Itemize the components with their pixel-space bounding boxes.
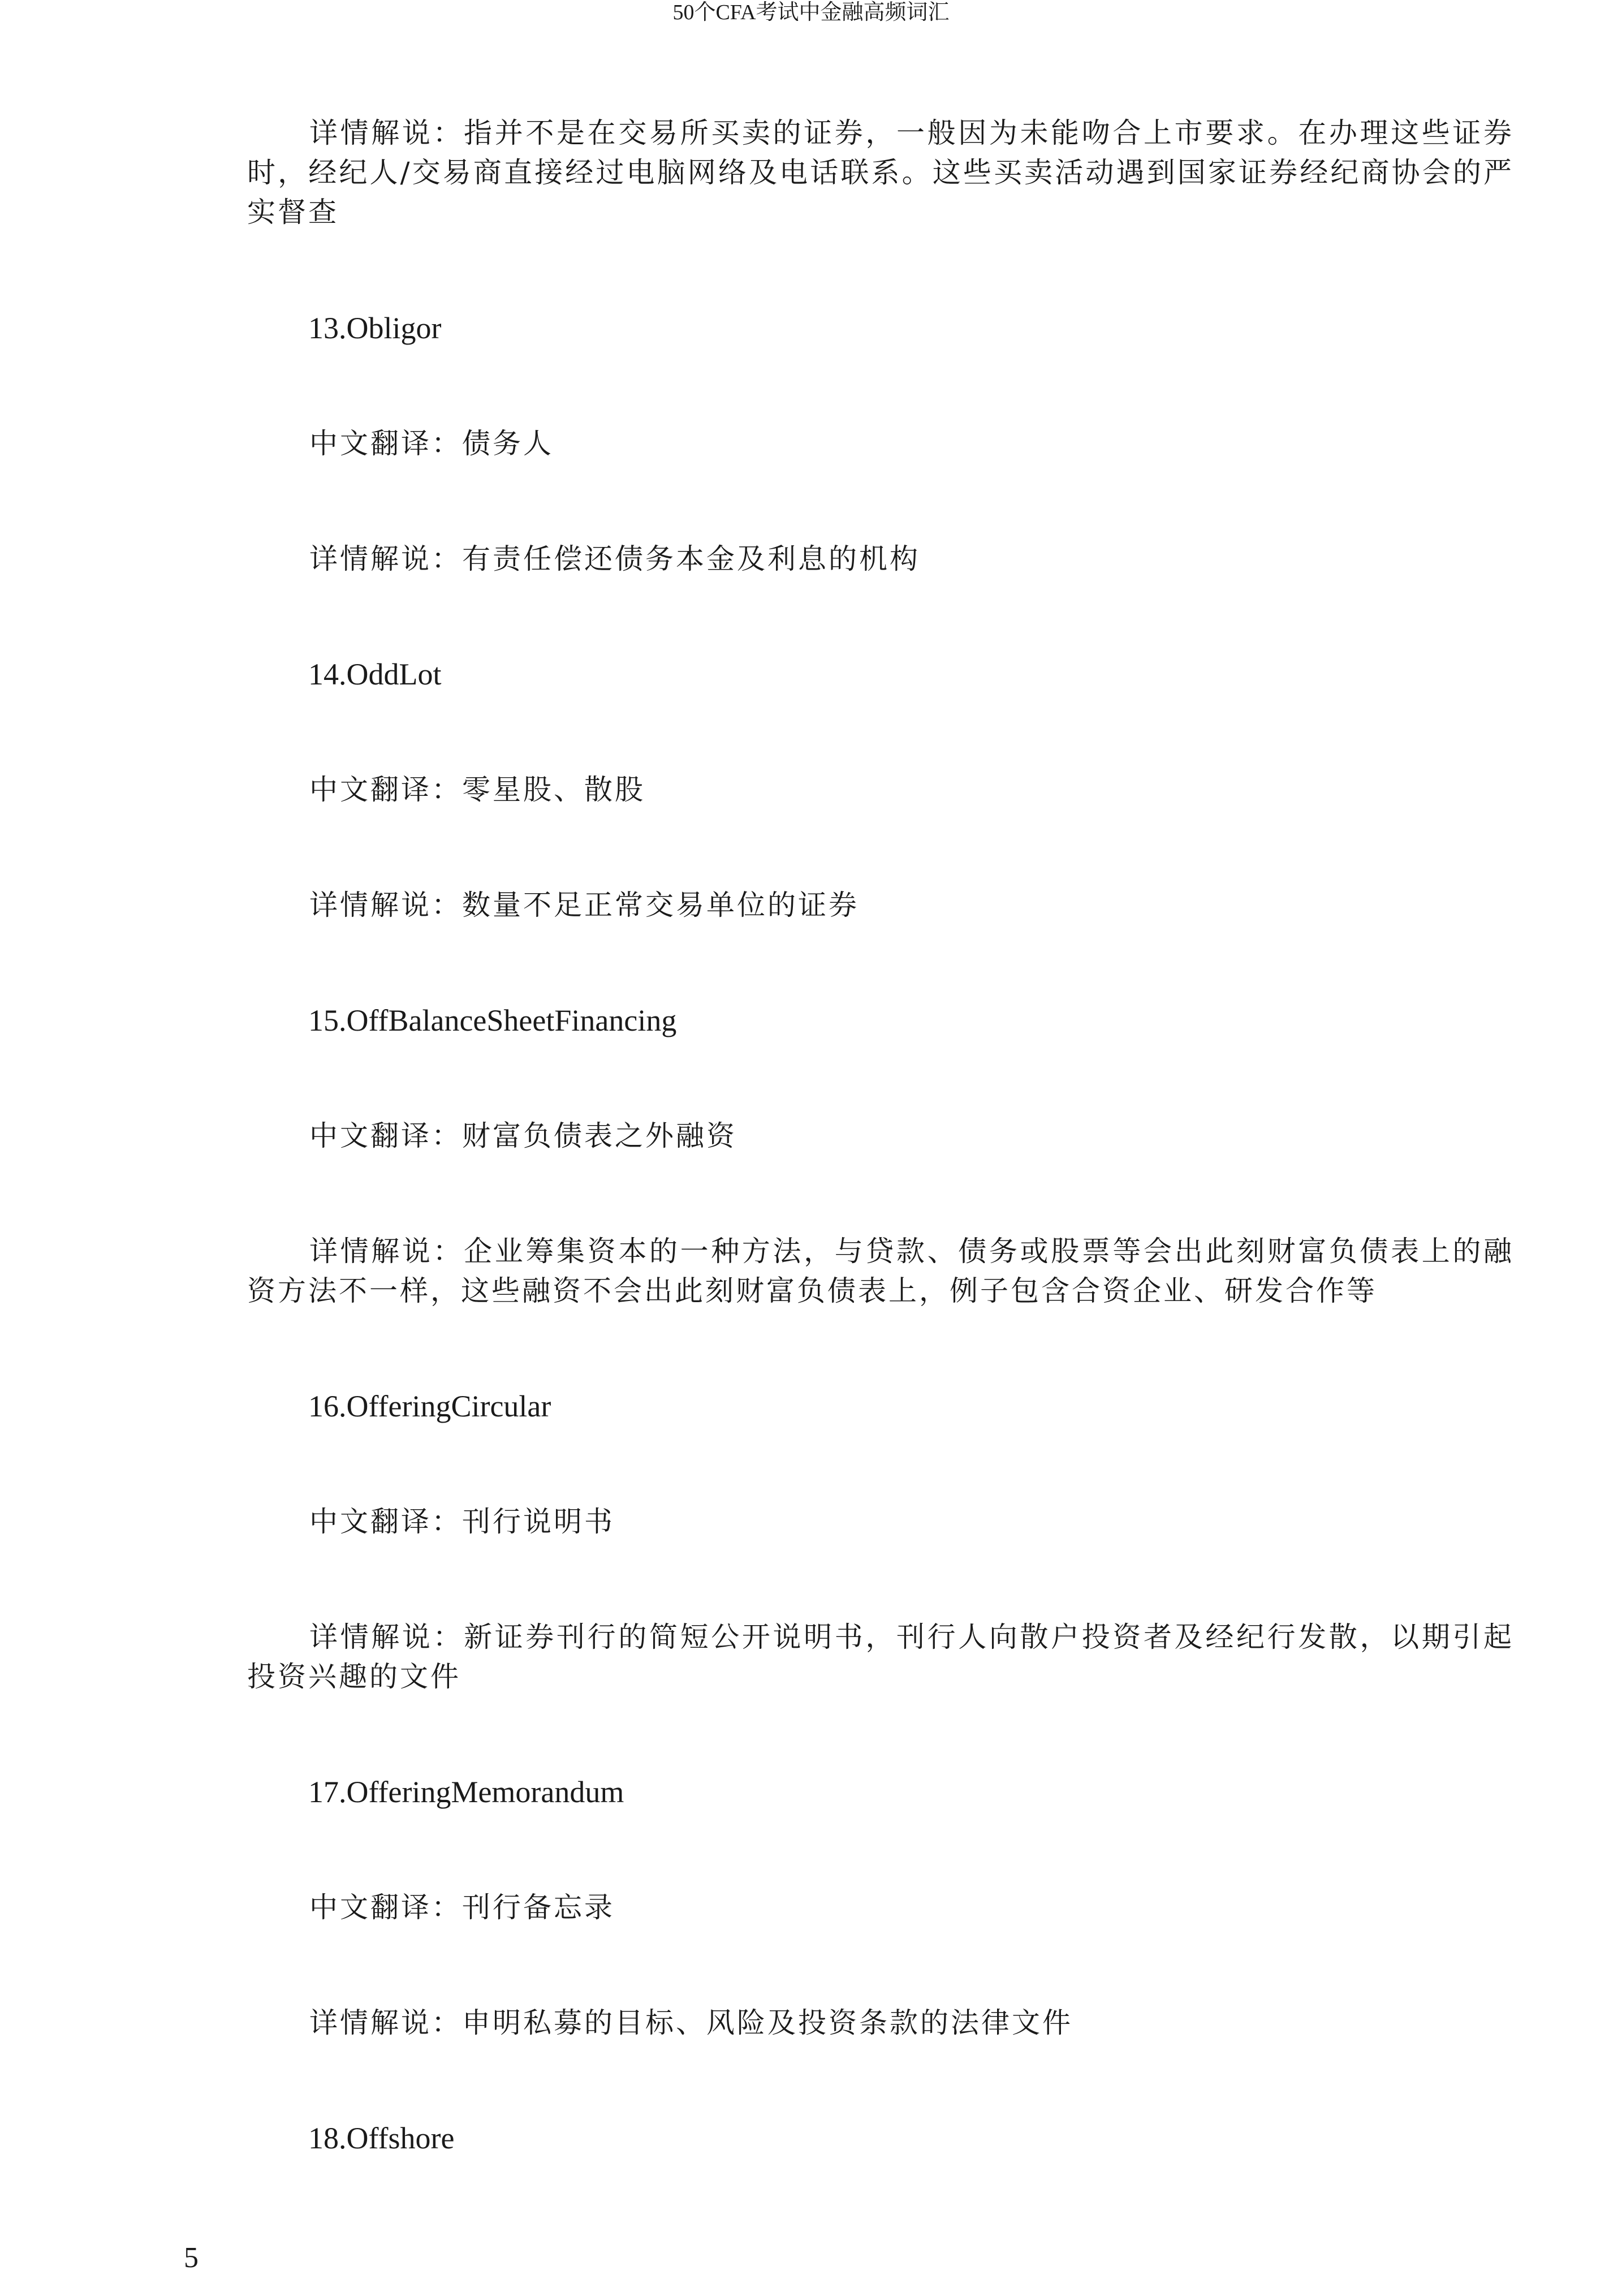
entry-translation: 中文翻译：财富负债表之外融资 bbox=[309, 1119, 737, 1152]
entry-explanation: 详情解说：新证券刊行的简短公开说明书，刊行人向散户投资者及经纪行发散，以期引起投资兴趣的文件 bbox=[247, 1621, 1514, 1693]
entry-term: 17.OfferingMemorandum bbox=[308, 1775, 624, 1809]
entry-explanation: 详情解说：企业筹集资本的一种方法，与贷款、债务或股票等会出此刻财富负债表上的融资方法不一样，这些融资不会出此刻财富负债表上，例子包含合资企业、研发合作等 bbox=[247, 1235, 1514, 1307]
entry-explanation: 详情解说：有责任偿还债务本金及利息的机构 bbox=[309, 542, 920, 575]
entry-term: 18.Offshore bbox=[308, 2121, 455, 2155]
entry-14 bbox=[247, 654, 1514, 925]
intro-explanation: 详情解说：指并不是在交易所买卖的证券，一般因为未能吻合上市要求。在办理这些证券时，经纪人/交易商直接经过电脑网络及电话联系。这些买卖活动遇到国家证券经纪商协会的严实督查 bbox=[247, 117, 1514, 229]
entry-15 bbox=[247, 1001, 1514, 1311]
entry-17 bbox=[247, 1772, 1514, 2043]
entry-translation: 中文翻译：零星股、散股 bbox=[309, 773, 645, 806]
entry-explanation: 详情解说：数量不足正常交易单位的证券 bbox=[309, 889, 859, 921]
entry-translation: 中文翻译：刊行备忘录 bbox=[309, 1891, 615, 1924]
entry-16 bbox=[247, 1386, 1514, 1696]
entry-explanation: 详情解说：申明私募的目标、风险及投资条款的法律文件 bbox=[309, 2006, 1073, 2039]
page-number: 5 bbox=[184, 2242, 199, 2274]
entry-term: 15.OffBalanceSheetFinancing bbox=[308, 1003, 677, 1037]
entry-term: 13.Obligor bbox=[308, 311, 442, 345]
entry-13 bbox=[247, 308, 1514, 579]
entry-18 bbox=[247, 2118, 1514, 2158]
entry-term: 16.OfferingCircular bbox=[308, 1389, 551, 1423]
running-header: 50个CFA考试中金融高频词汇 bbox=[672, 1, 950, 24]
entry-term: 14.OddLot bbox=[308, 657, 442, 691]
entry-translation: 中文翻译：刊行说明书 bbox=[309, 1505, 615, 1538]
entry-translation: 中文翻译：债务人 bbox=[309, 427, 554, 460]
document-body bbox=[247, 113, 1514, 2158]
